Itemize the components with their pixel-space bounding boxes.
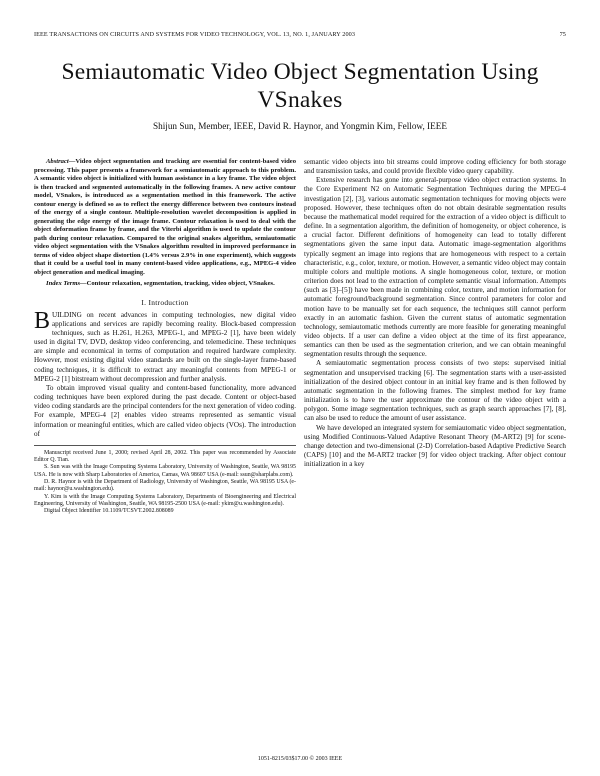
intro-paragraph-1-text: UILDING on recent advances in computing technologies, new digital video applications and services are rapidly becoming reality. Block-based compression techniques, such as H.261, H.263, MPEG-1, and MPEG-2 [1], have been widely used in digital TV, DVD, desktop video conferencing, and telemedicine. These techniques are simple and economical in terms of computation and required hardware complexity. However, most existing digital video standards are built on the single-layer frame-based coding techniques, it is difficult to extract any meaningful contents from MPEG-1 or MPEG-2 [1] bitstream without decompression and further analysis. (34, 310, 296, 383)
footnotes (34, 445, 296, 516)
drop-cap: B (34, 307, 51, 334)
footnote-author-haynor: D. R. Haynor is with the Department of Radiology, University of Washington, Seattle, WA 98195 USA (e-mail: haynor@u.washington.edu). (34, 479, 296, 493)
index-terms-lead: Index Terms— (46, 280, 87, 287)
running-head (34, 31, 566, 41)
right-paragraph-2: Extensive research has gone into general-purpose video object extraction systems. In the Core Experiment N2 on Automatic Segmentation Techniques during the MPEG-4 investigation [2], [3], various automatic segmentation techniques for moving objects were proposed. However, these techniques often do not obtain desirable segmentation results because the mathematical model required for the extraction of a video object is difficult to define. In a segmentation algorithm, the definition of homogeneity, or object coherence, is a crucial factor. Different definitions of homogeneity can lead to totally different segmentations given the same input data. Automatic image-segmentation algorithms typically segment an image into regions that are homogeneous with respect to a certain characteristic, e.g., color, texture, or motion. However, a semantic video object may contain multiple colors and multiple motions. A single homogeneous color, texture, or motion criterion does not lead to the extraction of complete semantic visual information. Attempts (such as [3]–[5]) have been made in combining color, texture, and motion information for automatic foreground/background segmentation. Since control parameters for color and motion have to be manually set for each sequence, the techniques still cannot perform exactly in an automatic fashion. Given the current status of automatic segmentation technology, semiautomatic methods currently are more feasible for generating meaningful video objects. If a user can define a video object at the time of its first appearance, semantics can then be used as the segmentation criterion, and we can obtain meaningful segmentation results through the sequence. (304, 176, 566, 359)
footnote-manuscript: Manuscript received June 1, 2000; revised April 28, 2002. This paper was recommended by Associate Editor Q. Tian. (34, 449, 296, 464)
author-line: Shijun Sun, Member, IEEE, David R. Haynor, and Yongmin Kim, Fellow, IEEE (153, 121, 447, 131)
intro-paragraph-2: To obtain improved visual quality and content-based functionality, more advanced coding techniques have been explored during the past decade. Content or object-based video coding standards are the principal contenders for the next generation of video coding. For example, MPEG-4 [2] enables video streams represented as semantic visual information or meaningful entities, which are called video objects (VOs). The introduction of (34, 383, 296, 438)
index-terms (34, 280, 296, 289)
abstract (34, 158, 296, 277)
section-heading-introduction: I. Introduction (141, 297, 189, 307)
footnote-doi: Digital Object Identifier 10.1109/TCSVT.2002.808089 (44, 508, 174, 515)
paper-title: Semiautomatic Video Object Segmentation Using VSnakes (61, 59, 539, 113)
abstract-text: Video object segmentation and tracking are essential for content-based video processing. This paper presents a framework for a semiautomatic approach to this problem. A semantic video object is initialized with human assistance in a key frame. The video object is then tracked and segmented automatically in the following frames. A new active contour model, VSnakes, is introduced as a segmentation method in this framework. The active contour energy is defined so as to reflect the energy difference between two contours instead of the energy of a single contour. Multiple-resolution wavelet decomposition is applied in generating the edge energy of the image frame. Contour relaxation is used to deal with the object deformation frame by frame, and the Viterbi algorithm is used to update the contour path during contour relaxation. Compared to the original snakes algorithm, semiautomatic video object segmentation with the VSnakes algorithm resulted in improved performance in terms of video object shape distortion (1.4% versus 2.9% in one experiment), which suggests that it could be a useful tool in many content-based video applications, e.g., MPEG-4 video object generation and medical imaging. (34, 158, 296, 276)
right-column (304, 158, 566, 469)
journal-header: IEEE TRANSACTIONS ON CIRCUITS AND SYSTEMS FOR VIDEO TECHNOLOGY, VOL. 13, NO. 1, JANUARY 2003 (34, 31, 356, 38)
page-number: 75 (559, 31, 566, 38)
right-paragraph-4: We have developed an integrated system for semiautomatic video object segmentation, using Modified Continuous-Valued Adaptive Resonant Theory (M-ART2) [9] for scene-change detection and two-dimensional (2-D) Correlation-based Adaptive Predictive Search (CAPS) [10] and the M-ART2 tracker [9] for video object tracking. After object contour initialization in a key (304, 423, 566, 469)
index-terms-text: Contour relaxation, segmentation, tracking, video object, VSnakes. (86, 280, 275, 287)
intro-paragraph-1 (34, 307, 296, 384)
right-paragraph-3: A semiautomatic segmentation process consists of two steps: supervised initial segmentation and unsupervised tracking [6]. The segmentation starts with a user-assisted initialization of the desired object contour in an initial key frame and is then followed by automatic segmentation in the following frames. The simplest method for key frame initialization is to have the user approximate the contour of the video object with a polygon. Some image segmentation techniques, such as graph search approaches [7], [8], can also be used to reduce the amount of user assistance. (304, 359, 566, 423)
abstract-lead: Abstract— (46, 158, 76, 165)
copyright-line: 1051-8215/03$17.00 © 2003 IEEE (257, 756, 343, 762)
footnote-author-sun: S. Sun was with the Image Computing Systems Laboratory, University of Washington, Seattle, WA 98195 USA. He is now with Sharp Laboratories of America, Camas, WA 98607 USA (e-mail: ssun@sharplabs.com). (34, 464, 296, 478)
footnote-author-kim: Y. Kim is with the Image Computing Systems Laboratory, Departments of Bioengineering and Electrical Engineering, University of Washington, Seattle, WA 98195-2500 USA (e-mail: ykim@u.washington.edu). (34, 493, 296, 507)
left-column (34, 158, 296, 516)
right-paragraph-1: semantic video objects into bit streams could improve coding efficiency for both storage and transmission tasks, and could provide flexible video query capability. (304, 158, 566, 176)
